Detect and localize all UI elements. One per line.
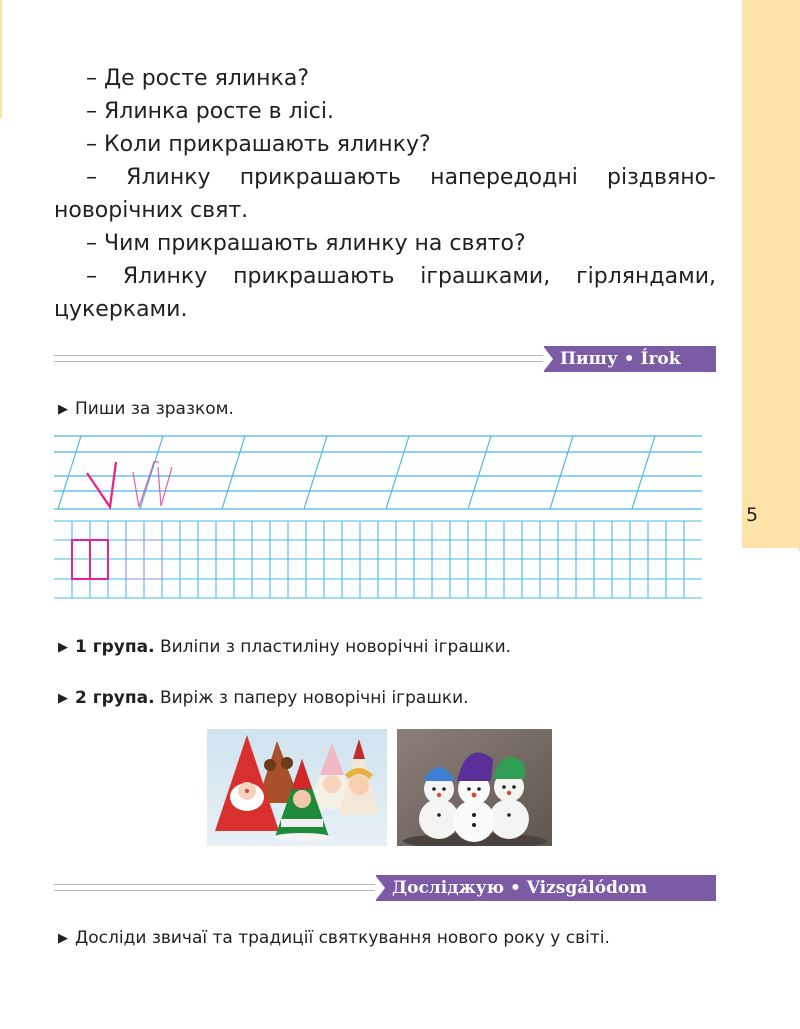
research-section-rule <box>54 884 378 891</box>
triangle-right-bullet-icon: ▶ <box>58 402 68 417</box>
writing-practice-grid <box>54 432 702 604</box>
task-group-2 <box>58 686 469 711</box>
slanted-lines-ruling <box>54 436 702 509</box>
task-group-1-label: 1 група. <box>75 637 155 657</box>
task-group-1 <box>58 635 511 660</box>
triangle-right-bullet-icon: ▶ <box>58 691 68 706</box>
side-tab-corner <box>742 440 800 552</box>
writing-section-rule <box>54 355 546 362</box>
writing-section-label: Пишу • Írok <box>560 349 681 369</box>
task-research-text: Досліди звичаї та традиції святкування нового року у світі. <box>75 928 610 948</box>
task-research <box>58 926 610 951</box>
writing-section-tag <box>544 346 716 372</box>
dialogue-line: – Де росте ялинка? <box>86 66 309 91</box>
dialogue-line: – Чим прикрашають ялинку на свято? <box>86 231 526 256</box>
task-copy-text: Пиши за зразком. <box>75 399 234 419</box>
square-grid <box>54 521 702 598</box>
page-number: 5 <box>746 504 759 526</box>
dialogue-line: – Ялинку прикрашають напередодні різдвяно-новорічних свят. <box>54 165 716 223</box>
research-section-label: Досліджую • Vizsgálódom <box>392 878 648 898</box>
dialogue-line: – Ялинку прикрашають іграшками, гірляндами, цукерками. <box>54 264 716 322</box>
left-edge-accent <box>0 0 2 118</box>
triangle-right-bullet-icon: ▶ <box>58 640 68 655</box>
task-group-2-label: 2 група. <box>75 688 155 708</box>
letter-sample <box>87 462 172 507</box>
task-copy <box>58 397 234 422</box>
task-group-1-text: Виліпи з пластиліну новорічні іграшки. <box>154 637 512 657</box>
task-group-2-text: Виріж з паперу новорічні іграшки. <box>154 688 469 708</box>
paper-cone-toys-photo <box>207 729 387 846</box>
dialogue-line: – Коли прикрашають ялинку? <box>86 132 431 157</box>
dialogue-text <box>54 62 716 326</box>
dialogue-line: – Ялинка росте в лісі. <box>86 99 334 124</box>
plasticine-snowmen-photo <box>397 729 552 846</box>
research-section-tag <box>376 875 716 901</box>
triangle-right-bullet-icon: ▶ <box>58 931 68 946</box>
